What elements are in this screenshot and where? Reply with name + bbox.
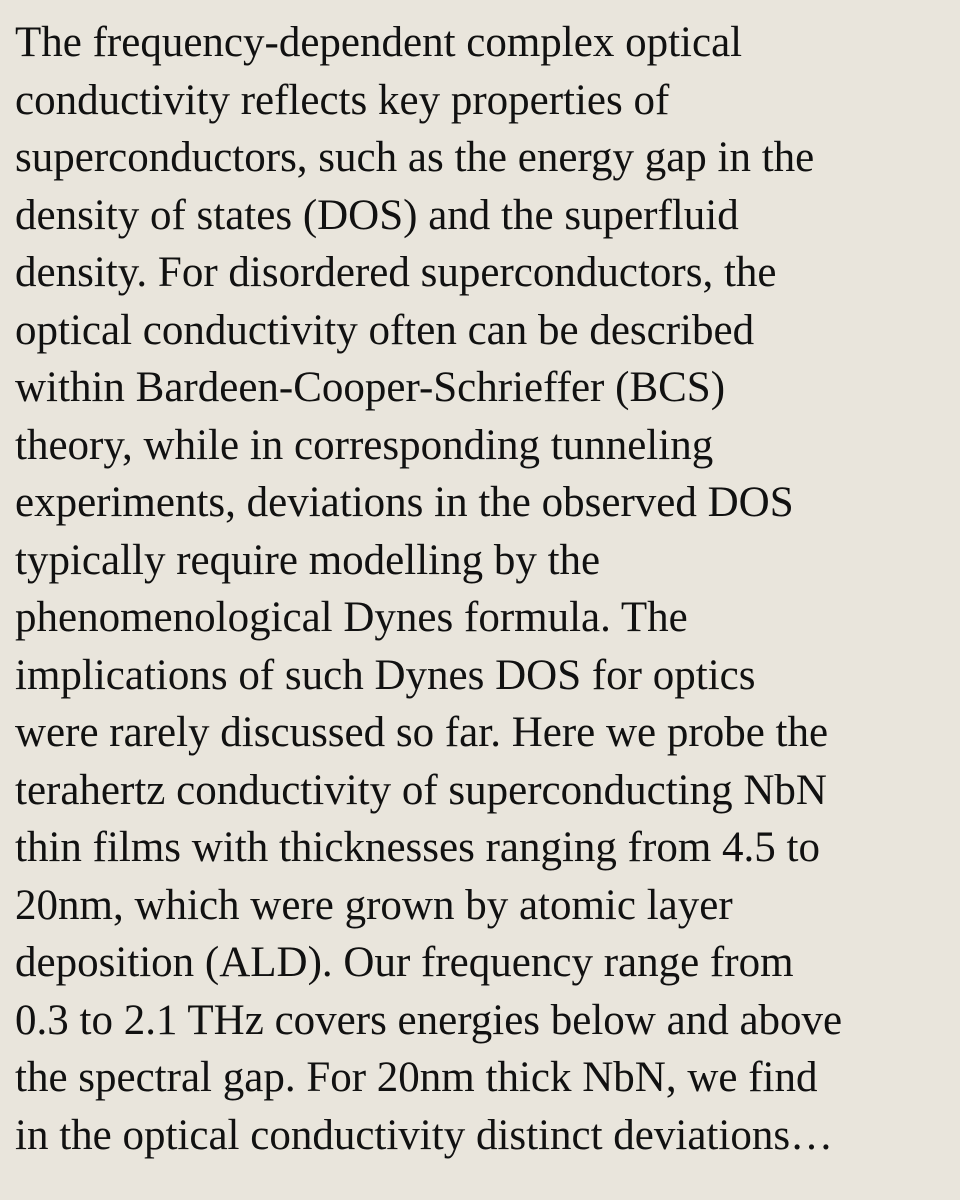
text-line-18: 0.3 to 2.1 THz covers energies below and above — [15, 996, 843, 1044]
text-line-15: thin films with thicknesses ranging from 4.5 to — [15, 824, 820, 871]
text-line-19: the spectral gap. For 20nm thick NbN, we find — [15, 1054, 818, 1101]
text-line-7: within Bardeen-Cooper-Schrieffer (BCS) — [15, 364, 726, 411]
text-line-16: 20nm, which were grown by atomic layer — [15, 881, 733, 929]
text-line-2: conductivity reflects key properties of — [15, 76, 670, 124]
text-line-3: superconductors, such as the energy gap in the — [15, 134, 815, 181]
text-line-12: implications of such Dynes DOS for optics — [15, 651, 756, 699]
abstract-paragraph — [15, 14, 946, 1164]
text-line-8: theory, while in corresponding tunneling — [15, 421, 714, 469]
text-line-9: experiments, deviations in the observed DOS — [15, 479, 794, 526]
text-line-1: The frequency-dependent complex optical — [15, 19, 743, 66]
text-line-20: in the optical conductivity distinct deviations… — [15, 1111, 834, 1159]
text-line-13: were rarely discussed so far. Here we probe the — [15, 709, 829, 756]
text-line-17: deposition (ALD). Our frequency range from — [15, 939, 794, 986]
text-line-5: density. For disordered superconductors, the — [15, 249, 777, 296]
text-line-4: density of states (DOS) and the superfluid — [15, 191, 739, 239]
text-line-14: terahertz conductivity of superconducting NbN — [15, 766, 827, 814]
text-line-6: optical conductivity often can be described — [15, 306, 755, 354]
text-line-11: phenomenological Dynes formula. The — [15, 594, 688, 641]
text-line-10: typically require modelling by the — [15, 536, 601, 584]
